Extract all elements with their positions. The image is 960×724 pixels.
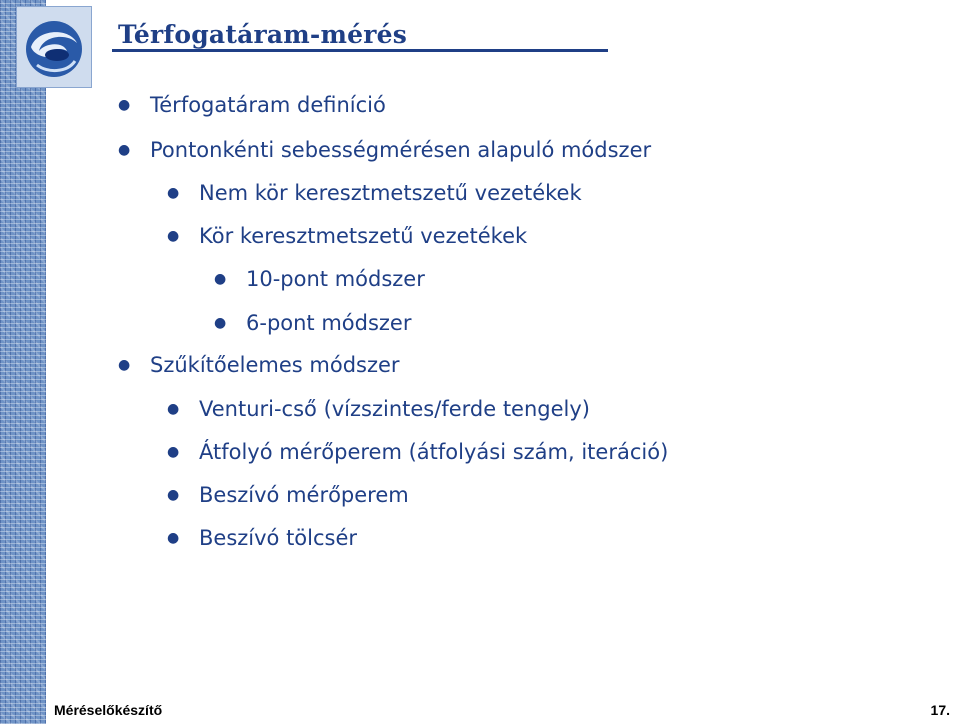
list-item [214, 311, 412, 335]
list-item-text: 6-pont módszer [246, 311, 412, 335]
slide-title: Térfogatáram-mérés [118, 20, 407, 49]
bullet-dot-icon: ● [118, 142, 131, 158]
bullet-dot-icon: ● [214, 315, 227, 331]
bullet-dot-icon: ● [167, 487, 180, 503]
bullet-dot-icon: ● [167, 228, 180, 244]
list-item [214, 267, 425, 291]
list-item-text: Szűkítőelemes módszer [150, 353, 400, 377]
page-number: 17. [930, 702, 950, 718]
footer-course-name: Méréselőkészítő [54, 702, 163, 718]
bullet-dot-icon: ● [167, 401, 180, 417]
list-item-text: Pontonkénti sebességmérésen alapuló módszer [150, 138, 652, 162]
list-item-text: 10-pont módszer [246, 267, 425, 291]
bullet-dot-icon: ● [167, 530, 180, 546]
list-item-text: Beszívó mérőperem [199, 483, 409, 507]
list-item [167, 483, 409, 507]
list-item-text: Térfogatáram definíció [150, 93, 386, 117]
title-underline [112, 49, 608, 52]
list-item [167, 224, 527, 248]
bullet-dot-icon: ● [118, 357, 131, 373]
list-item [118, 93, 386, 117]
swirl-logo-icon [16, 6, 92, 88]
list-item-text: Kör keresztmetszetű vezetékek [199, 224, 528, 248]
bullet-dot-icon: ● [167, 185, 180, 201]
list-item-text: Nem kör keresztmetszetű vezetékek [199, 181, 582, 205]
bullet-dot-icon: ● [167, 444, 180, 460]
bullet-dot-icon: ● [214, 271, 227, 287]
list-item [167, 181, 582, 205]
list-item [167, 440, 668, 464]
list-item-text: Beszívó tölcsér [199, 526, 358, 550]
list-item [118, 353, 400, 377]
list-item [167, 526, 357, 550]
list-item-text: Venturi-cső (vízszintes/ferde tengely) [199, 397, 590, 421]
list-item-text: Átfolyó mérőperem (átfolyási szám, iteráció) [199, 440, 669, 464]
list-item [167, 397, 590, 421]
list-item [118, 138, 651, 162]
bullet-dot-icon: ● [118, 97, 131, 113]
decorative-sidebar [0, 0, 46, 724]
